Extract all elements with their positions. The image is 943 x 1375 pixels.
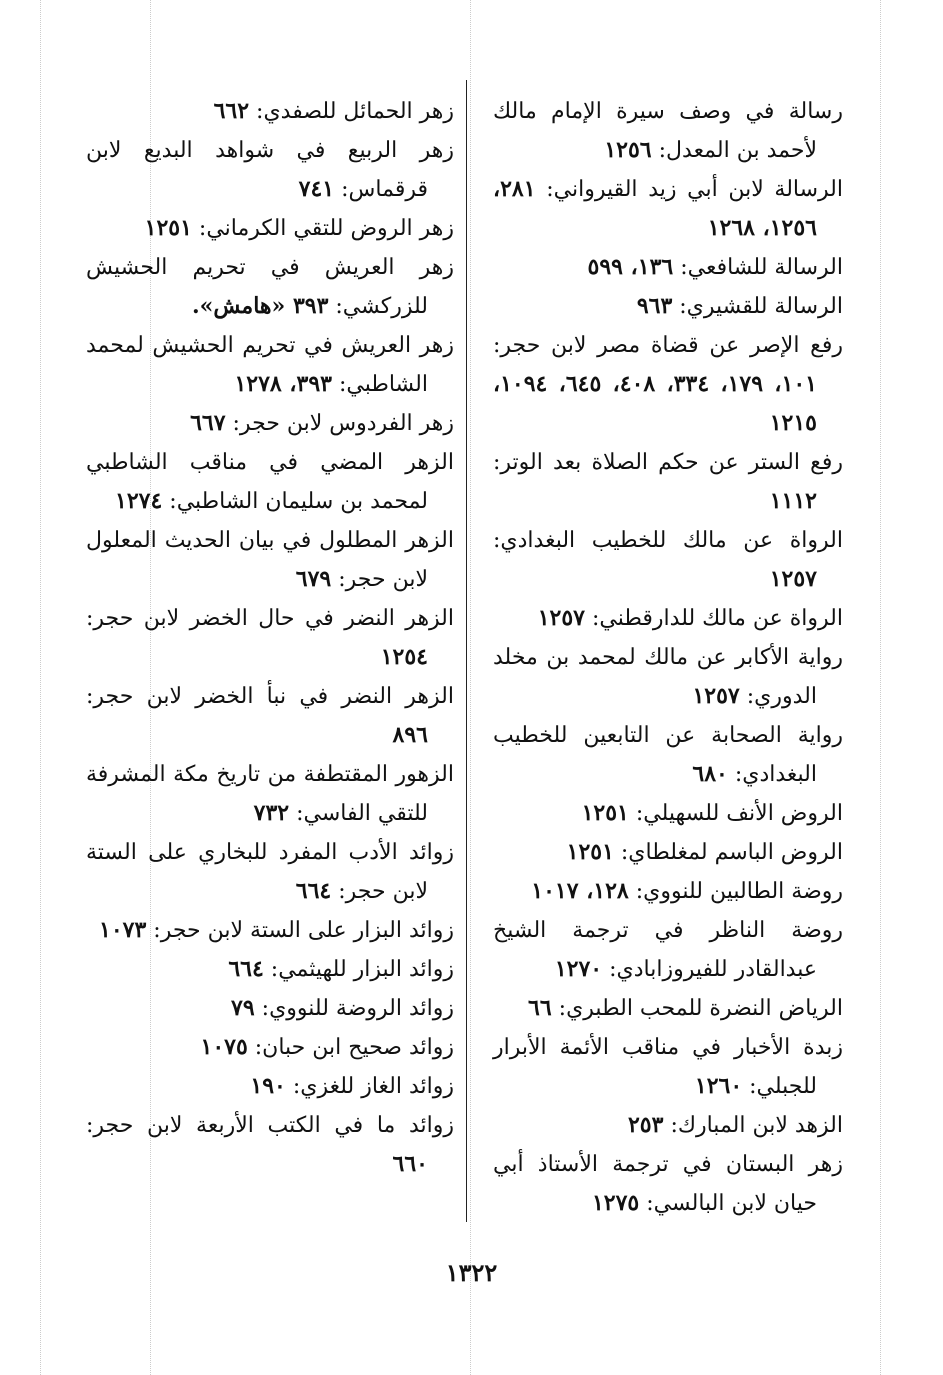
entry-title: رواية الأكابر عن مالك لمحمد بن مخلد الدوري: <box>493 645 843 709</box>
index-entry <box>86 950 454 989</box>
entry-pages: ١٢٥٧ <box>692 683 740 709</box>
entry-title: الرسالة للشافعي: <box>680 255 843 280</box>
entry-pages: ١٠٧٣ <box>99 917 147 943</box>
entry-title: رسالة في وصف سيرة الإمام مالك لأحمد بن المعدل: <box>493 99 843 163</box>
entry-title: رواية الصحابة عن التابعين للخطيب البغدادي: <box>493 723 843 787</box>
index-entry <box>493 443 843 521</box>
entry-pages: ٢٨١، ١٢٥٦، ١٢٦٨ <box>493 176 817 241</box>
entry-title: الزهر النضر في حال الخضر لابن حجر: <box>86 606 454 631</box>
entry-title: رفع الستر عن حكم الصلاة بعد الوتر: <box>493 450 843 475</box>
entry-pages: ١٢٨، ١٠١٧ <box>531 878 629 904</box>
entry-pages: ٣٩٣ «هامش». <box>191 293 329 319</box>
index-entry <box>493 170 843 248</box>
entry-pages: ٢٥٣ <box>627 1112 664 1138</box>
entry-pages: ١٠١، ١٧٩، ٣٣٤، ٤٠٨، ٦٤٥، ١٠٩٤، ١٢١٥ <box>493 371 817 436</box>
entry-title: الرواة عن مالك للدارقطني: <box>591 606 843 631</box>
index-entry <box>86 326 454 404</box>
index-entry <box>86 1028 454 1067</box>
entry-title: الرسالة للقشيري: <box>679 294 843 319</box>
index-entry <box>493 599 843 638</box>
index-entry <box>86 248 454 326</box>
entry-title: الزهد لابن المبارك: <box>670 1113 843 1138</box>
entry-pages: ٦٦٤ <box>295 878 332 904</box>
entry-pages: ٩٦٣ <box>636 293 673 319</box>
index-entry <box>493 92 843 170</box>
entry-pages: ٣٩٣، ١٢٧٨ <box>234 371 332 397</box>
index-entry <box>493 638 843 716</box>
index-entry <box>86 92 454 131</box>
index-entry <box>493 911 843 989</box>
index-entry <box>86 599 454 677</box>
entry-pages: ١٢٧٥ <box>591 1190 640 1216</box>
entry-pages: ٦٦ <box>528 995 552 1021</box>
index-entry <box>86 677 454 755</box>
index-entry <box>493 521 843 599</box>
entry-pages: ٧٤١ <box>298 176 335 202</box>
index-entry <box>493 872 843 911</box>
entry-pages: ١٢٥١ <box>566 839 614 865</box>
entry-pages: ٦٦٠ <box>392 1151 428 1177</box>
index-entry <box>493 989 843 1028</box>
index-entry <box>86 911 454 950</box>
index-entry <box>86 209 454 248</box>
entry-title: زوائد البزار على الستة لابن حجر: <box>153 918 454 943</box>
index-entry <box>86 989 454 1028</box>
entry-pages: ١٢٥٦ <box>604 137 652 163</box>
entry-title: الرسالة لابن أبي زيد القيرواني: <box>546 177 843 202</box>
index-entry <box>493 287 843 326</box>
entry-pages: ١٢٥١ <box>581 800 629 826</box>
entry-pages: ٧٣٢ <box>253 800 290 826</box>
index-entry <box>86 443 454 521</box>
entry-title: الزهور المقتطفة من تاريخ مكة المشرفة للتقي الفاسي: <box>86 762 454 826</box>
entry-title: زبدة الأخبار في مناقب الأئمة الأبرار للجبلي: <box>493 1035 843 1099</box>
index-entry <box>86 755 454 833</box>
index-entry <box>86 404 454 443</box>
index-entry <box>493 1028 843 1106</box>
entry-pages: ١٣٦، ٥٩٩ <box>587 254 674 280</box>
entry-title: الروض الأنف للسهيلي: <box>635 801 843 826</box>
entry-pages: ٦٦٤ <box>228 956 264 982</box>
entry-pages: ١٢٦٠ <box>694 1073 743 1099</box>
index-entry <box>493 1145 843 1223</box>
entry-title: زوائد البزار للهيثمي: <box>270 957 454 982</box>
entry-pages: ٦٦٢ <box>213 98 250 124</box>
entry-title: زوائد صحيح ابن حبان: <box>254 1035 454 1060</box>
entry-pages: ٦٧٩ <box>295 566 332 592</box>
entry-title: زهر البستان في ترجمة الأستاذ أبي حيان لابن البالسي: <box>493 1152 843 1216</box>
entry-pages: ١٢٥٤ <box>380 644 428 670</box>
entry-pages: ١٢٧٤ <box>115 488 163 514</box>
entry-title: الزهر المطلول في بيان الحديث المعلول لابن حجر: <box>86 528 454 592</box>
entry-pages: ١٠٧٥ <box>200 1034 248 1060</box>
index-column-left <box>86 92 454 1184</box>
entry-pages: ١٢٥١ <box>144 215 192 241</box>
entry-title: زوائد ما في الكتب الأربعة لابن حجر: <box>86 1113 454 1138</box>
index-entry <box>86 521 454 599</box>
index-entry <box>493 833 843 872</box>
entry-title: الروض الباسم لمغلطاي: <box>620 840 843 865</box>
entry-pages: ١٢٥٧ <box>537 605 585 631</box>
index-entry <box>493 794 843 833</box>
column-divider <box>466 80 467 1222</box>
entry-title: زهر العريش في تحريم الحشيش لمحمد الشاطبي: <box>86 333 454 397</box>
index-entry <box>493 1106 843 1145</box>
page-number: ١٣٢٢ <box>445 1258 498 1287</box>
entry-title: الزهر المضي في مناقب الشاطبي لمحمد بن سليمان الشاطبي: <box>86 450 454 514</box>
index-entry <box>493 248 843 287</box>
entry-pages: ١٢٧٠ <box>554 956 603 982</box>
entry-pages: ١٩٠ <box>250 1073 286 1099</box>
entry-title: زهر العريش في تحريم الحشيش للزركشي: <box>86 255 454 319</box>
index-entry <box>86 1067 454 1106</box>
entry-title: الرواة عن مالك للخطيب البغدادي: <box>493 528 843 553</box>
entry-title: الزهر النضر في نبأ الخضر لابن حجر: <box>86 684 454 709</box>
index-entry <box>493 326 843 443</box>
entry-pages: ١٢٥٧ <box>769 566 817 592</box>
entry-title: زهر الفردوس لابن حجر: <box>232 411 454 436</box>
entry-title: زوائد الغاز للغزي: <box>292 1074 454 1099</box>
entry-title: زهر الروض للتقي الكرماني: <box>198 216 454 241</box>
entry-title: زهر الحمائل للصفدي: <box>256 99 454 124</box>
entry-pages: ٦٨٠ <box>692 761 728 787</box>
entry-title: زوائد الروضة للنووي: <box>261 996 454 1021</box>
entry-title: رفع الإصر عن قضاة مصر لابن حجر: <box>493 333 843 358</box>
entry-title: زوائد الأدب المفرد للبخاري على الستة لابن حجر: <box>86 840 454 904</box>
index-entry <box>493 716 843 794</box>
index-column-right <box>493 92 843 1223</box>
entry-title: زهر الربيع في شواهد البديع لابن قرقماس: <box>86 138 454 202</box>
entry-title: الرياض النضرة للمحب الطبري: <box>558 996 843 1021</box>
index-entry <box>86 1106 454 1184</box>
entry-pages: ٦٦٧ <box>190 410 226 436</box>
entry-title: روضة الناظر في ترجمة الشيخ عبدالقادر للفيروزابادي: <box>493 918 843 982</box>
entry-title: روضة الطالبين للنووي: <box>635 879 843 904</box>
index-entry <box>86 131 454 209</box>
index-entry <box>86 833 454 911</box>
entry-pages: ٧٩ <box>231 995 255 1021</box>
entry-pages: ٨٩٦ <box>392 722 428 748</box>
entry-pages: ١١١٢ <box>769 488 817 514</box>
